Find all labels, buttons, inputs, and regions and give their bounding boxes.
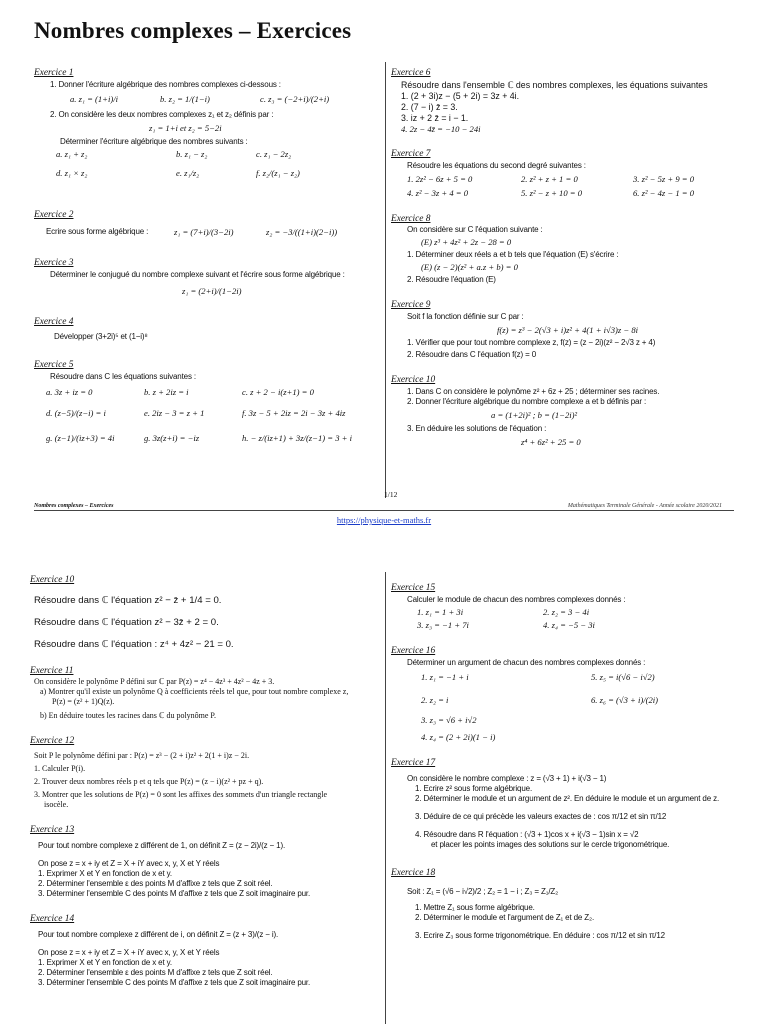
exercise-title: Exercice 17 <box>391 757 436 768</box>
definition: On pose z = x + iy et Z = X + iY avec x, y, X et Y réels <box>38 947 220 957</box>
item: c. z₃ = (−2+i)/(2+i) <box>260 93 330 104</box>
instruction: Pour tout nombre complexe z différent de i, on définit Z = (z + 3)/(z − i). <box>38 929 279 939</box>
equation: z⁴ + 6z² + 25 = 0 <box>521 436 581 447</box>
exercise-11 <box>30 666 380 722</box>
item-row <box>56 149 379 160</box>
question: 2. Résoudre dans C l'équation f(z) = 0 <box>407 350 537 360</box>
equation: P(z) = (z² + 1)Q(z). <box>52 697 115 707</box>
item: 4. z² − 3z + 4 = 0 <box>407 187 469 198</box>
question: 2. Donner l'écriture algébrique du nombre complexe a et b définis par : <box>407 397 647 407</box>
instruction: Développer (3+2i)⁵ et (1−i)⁸ <box>54 332 148 342</box>
instruction: Calculer le module de chacun des nombres complexes donnés : <box>407 594 626 604</box>
footer-right: Mathématiques Terminale Générale - Année scolaire 2020/2021 <box>567 503 722 509</box>
item-row <box>56 168 379 179</box>
exercise-title: Exercice 2 <box>34 209 74 220</box>
item: 2. Déterminer l'ensemble ε des points M d'affixe z tels que Z soit réel. <box>38 878 273 888</box>
exercise-14 <box>30 914 380 988</box>
question: 2. Résoudre l'équation (E) <box>407 274 496 284</box>
item: g. (z−1)/(iz+3) = 4i <box>46 432 115 443</box>
top-left-column <box>34 68 379 458</box>
page-title: Nombres complexes – Exercices <box>34 18 352 43</box>
item: 2. (7 − i) z̄ = 3. <box>401 101 458 112</box>
item: d. z₁ × z₂ <box>56 167 88 178</box>
exercise-13 <box>30 825 380 899</box>
item: 5. z₅ = i(√6 − i√2) <box>591 671 655 682</box>
bottom-right-column <box>391 583 736 956</box>
item: b. z₂ = 1/(1−i) <box>160 93 210 104</box>
item: a. 3z + iz = 0 <box>46 387 93 398</box>
item: 5. z² − z + 10 = 0 <box>521 187 583 198</box>
exercise-title: Exercice 12 <box>30 736 75 747</box>
item: 3. iz + 2 z̄ = i − 1. <box>401 112 469 123</box>
exercise-17 <box>391 758 736 850</box>
item: 2. Déterminer l'ensemble ε des points M d'affixe z tels que Z soit réel. <box>38 967 273 977</box>
item: 1. Ecrire z² sous forme algébrique. <box>415 783 533 793</box>
item: 2. z₂ = 3 − 4i <box>543 606 590 617</box>
exercise-title: Exercice 5 <box>34 360 74 371</box>
question: 1. Vérifier que pour tout nombre complexe z, f(z) = (z − 2i)(z² − 2√3 z + 4) <box>407 338 656 348</box>
item: 3. Montrer que les solutions de P(z) = 0 sont les affixes des sommets d'un triangle rectangle <box>34 790 328 800</box>
question: b) En déduire toutes les racines dans ℂ du polynôme P. <box>40 711 216 721</box>
item: 3. Ecrire Z₃ sous forme trigonométrique. En déduire : cos π/12 et sin π/12 <box>415 931 665 941</box>
exercise-title: Exercice 13 <box>30 825 75 836</box>
exercise-5 <box>34 360 379 443</box>
instruction: Soit : Z₁ = (√6 − i√2)/2 ; Z₂ = 1 − i ; Z₃ = Z₁/Z₂ <box>407 887 559 897</box>
exercise-1 <box>34 68 379 179</box>
exercise-title: Exercice 1 <box>34 68 74 78</box>
exercise-title: Exercice 14 <box>30 913 75 924</box>
exercise-9 <box>391 300 736 360</box>
item: 4. z₄ = −5 − 3i <box>543 620 595 631</box>
question: 3. En déduire les solutions de l'équation : <box>407 423 547 433</box>
item: e. 2iz − 3 = z + 1 <box>144 407 205 418</box>
exercise-title: Exercice 16 <box>391 646 436 657</box>
item: b. z₁ − z₂ <box>176 149 208 160</box>
item-row <box>407 174 736 185</box>
instruction: On considère le nombre complexe : z = (√3 + 1) + i(√3 − 1) <box>407 773 607 783</box>
item: 4. 2z − 4z̄ = −10 − 24i <box>401 123 481 134</box>
exercise-10b <box>30 575 380 651</box>
item: 1. (2 + 3i)z − (5 + 2i) = 3z + 4i. <box>401 90 520 101</box>
bottom-left-column <box>30 575 380 1003</box>
top-column-divider <box>385 62 386 498</box>
instruction: Résoudre dans C les équations suivantes : <box>50 372 196 382</box>
definition: On pose z = x + iy et Z = X + iY avec x, y, X et Y réels <box>38 858 220 868</box>
definition: a = (1+2i)² ; b = (1−2i)² <box>491 410 578 421</box>
instruction: Déterminer un argument de chacun des nombres complexes donnés : <box>407 657 646 667</box>
item: f. 3z − 5 + 2iz = 2i − 3z + 4iz <box>242 407 346 418</box>
item: Résoudre dans ℂ l'équation z² − z̄ + 1/4 = 0. <box>34 594 222 606</box>
exercise-title: Exercice 10 <box>30 575 75 585</box>
footer-rule <box>34 510 734 511</box>
exercise-16 <box>391 646 736 743</box>
exercise-title: Exercice 7 <box>391 149 431 160</box>
equation: (E) (z − 2)(z² + a.z + b) = 0 <box>421 262 518 273</box>
item: 2. Déterminer le module et l'argument de Z₁ et de Z₂. <box>415 913 595 923</box>
exercise-4 <box>34 317 379 343</box>
item: 4. z₄ = (2 + 2i)(1 − i) <box>421 732 496 743</box>
item: 6. z² − 4z − 1 = 0 <box>633 187 695 198</box>
question: a) Montrer qu'il existe un polynôme Q à coefficients réels tel que, pour tout nombre complexe z, <box>40 687 349 697</box>
instruction: Résoudre les équations du second degré suivantes : <box>407 161 586 171</box>
item-row <box>421 695 736 706</box>
exercise-7 <box>391 149 736 198</box>
page-number: 1/12 <box>384 490 398 499</box>
question: 1. Donner l'écriture algébrique des nombres complexes ci-dessous : <box>50 79 281 89</box>
item-row <box>417 607 736 618</box>
item: 3. z₃ = √6 + i√2 <box>421 715 477 726</box>
item: et placer les points images des solutions sur le cercle trigonométrique. <box>431 839 670 849</box>
exercise-8 <box>391 214 736 285</box>
instruction: On considère le polynôme P défini sur ℂ par P(z) = z⁴ − 4z³ + 4z² − 4z + 3. <box>34 677 275 687</box>
website-link[interactable]: https://physique-et-maths.fr <box>336 515 432 525</box>
exercise-title: Exercice 10 <box>391 375 436 386</box>
top-right-column <box>391 68 736 463</box>
instruction: Résoudre dans l'ensemble ℂ des nombres complexes, les équations suivantes <box>401 79 708 90</box>
item: c. z + 2 − i(z+1) = 0 <box>242 387 314 398</box>
item-row <box>407 188 736 199</box>
item: 6. z₆ = (√3 + i)/(2i) <box>591 694 659 705</box>
instruction: Soit f la fonction définie sur C par : <box>407 311 524 321</box>
exercise-18 <box>391 868 736 942</box>
exercise-6 <box>391 68 736 134</box>
exercise-title: Exercice 9 <box>391 299 431 310</box>
exercise-title: Exercice 3 <box>34 258 74 269</box>
item: a. z₁ = (1+i)/i <box>70 93 119 104</box>
item: 1. Mettre Z₁ sous forme algébrique. <box>415 903 535 913</box>
item: 2. Trouver deux nombres réels p et q tels que P(z) = (z − i)(z² + pz + q). <box>34 777 264 787</box>
item-row <box>54 94 379 105</box>
question: 2. On considère les deux nombres complexes z₁ et z₂ définis par : <box>50 110 274 120</box>
exercise-title: Exercice 15 <box>391 583 436 593</box>
item: f. z₂/(z₁ − z₂) <box>256 167 300 178</box>
item-row <box>46 408 379 419</box>
item: 3. z₃ = −1 + 7i <box>417 620 469 631</box>
item: g. 3z(z+i) = −iz <box>144 432 200 443</box>
exercise-3 <box>34 258 379 296</box>
question: 1. Déterminer deux réels a et b tels que l'équation (E) s'écrire : <box>407 250 619 260</box>
definition: z₁ = 1+i et z₂ = 5−2i <box>149 123 222 134</box>
item: b. z + 2iz = i <box>144 387 189 398</box>
item: 4. Résoudre dans R l'équation : (√3 + 1)cos x + i(√3 − 1)sin x = √2 <box>415 829 639 839</box>
item: d. (z−5)/(z−i) = i <box>46 407 106 418</box>
item: 1. Exprimer X et Y en fonction de x et y. <box>38 868 172 878</box>
exercise-12 <box>30 736 380 810</box>
item-row <box>46 433 379 444</box>
item-row <box>421 672 736 683</box>
sub-question: Déterminer l'écriture algébrique des nombres suivants : <box>60 137 248 147</box>
item: 3. Déduire de ce qui précède les valeurs exactes de : cos π/12 et sin π/12 <box>415 811 667 821</box>
equation: (E) z³ + 4z² + 2z − 28 = 0 <box>421 237 512 248</box>
exercise-title: Exercice 8 <box>391 213 431 224</box>
item: 1. Exprimer X et Y en fonction de x et y. <box>38 957 172 967</box>
item: 2. z² + z + 1 = 0 <box>521 174 578 185</box>
item: 1. z₁ = 1 + 3i <box>417 606 464 617</box>
exercise-10 <box>391 375 736 447</box>
instruction: Déterminer le conjugué du nombre complexe suivant et l'écrire sous forme algébrique : <box>50 269 345 279</box>
item: z₁ = (7+i)/(3−2i) <box>174 227 234 238</box>
item: 2. Déterminer le module et un argument de z². En déduire le module et un argument de z. <box>415 793 720 803</box>
item: 3. Déterminer l'ensemble C des points M d'affixe z tels que Z soit imaginaire pur. <box>38 888 311 898</box>
item: Résoudre dans ℂ l'équation z² − 3z̄ + 2 = 0. <box>34 616 219 628</box>
footer-left: Nombres complexes – Exercices <box>34 503 114 509</box>
item-row <box>417 620 736 631</box>
question: 1. Dans C on considère le polynôme z² + 6z + 25 ; déterminer ses racines. <box>407 387 660 397</box>
item: 3. Déterminer l'ensemble C des points M d'affixe z tels que Z soit imaginaire pur. <box>38 977 311 987</box>
item: a. z₁ + z₂ <box>56 149 88 160</box>
item: 1. Calculer P(i). <box>34 764 86 774</box>
exercise-2 <box>34 210 379 238</box>
item: 1. z₁ = −1 + i <box>421 671 469 682</box>
instruction: On considère sur C l'équation suivante : <box>407 225 543 235</box>
item: z₁ = (2+i)/(1−2i) <box>182 285 242 296</box>
item: h. − z/(iz+1) + 3z/(z−1) = 3 + i <box>242 432 352 443</box>
exercise-title: Exercice 18 <box>391 867 436 878</box>
bottom-column-divider <box>385 572 386 1024</box>
exercise-title: Exercice 4 <box>34 316 74 327</box>
item: e. z₁/z₂ <box>176 167 200 178</box>
item: Résoudre dans ℂ l'équation : z⁴ + 4z² − 21 = 0. <box>34 638 234 650</box>
item-row <box>46 387 379 398</box>
item: 3. z² − 5z + 9 = 0 <box>633 174 695 185</box>
item: z₂ = −3/((1+i)(2−i)) <box>266 227 338 238</box>
instruction: Pour tout nombre complexe z différent de 1, on définit Z = (z − 2i)/(z − 1). <box>38 840 286 850</box>
instruction: Soit P le polynôme défini par : P(z) = z³ − (2 + i)z² + 2(1 + i)z − 2i. <box>34 751 250 761</box>
exercise-title: Exercice 6 <box>391 68 431 78</box>
instruction: Ecrire sous forme algébrique : <box>46 227 149 237</box>
exercise-title: Exercice 11 <box>30 665 74 676</box>
exercise-15 <box>391 583 736 631</box>
item-row <box>46 227 379 238</box>
function-definition: f(z) = z³ − 2(√3 + i)z² + 4(1 + i√3)z − 8i <box>497 324 639 335</box>
item: 2. z₂ = i <box>421 694 449 705</box>
item: 1. 2z² − 6z + 5 = 0 <box>407 174 473 185</box>
item: c. z₁ − 2z₂ <box>256 149 292 160</box>
item: isocèle. <box>44 800 69 810</box>
